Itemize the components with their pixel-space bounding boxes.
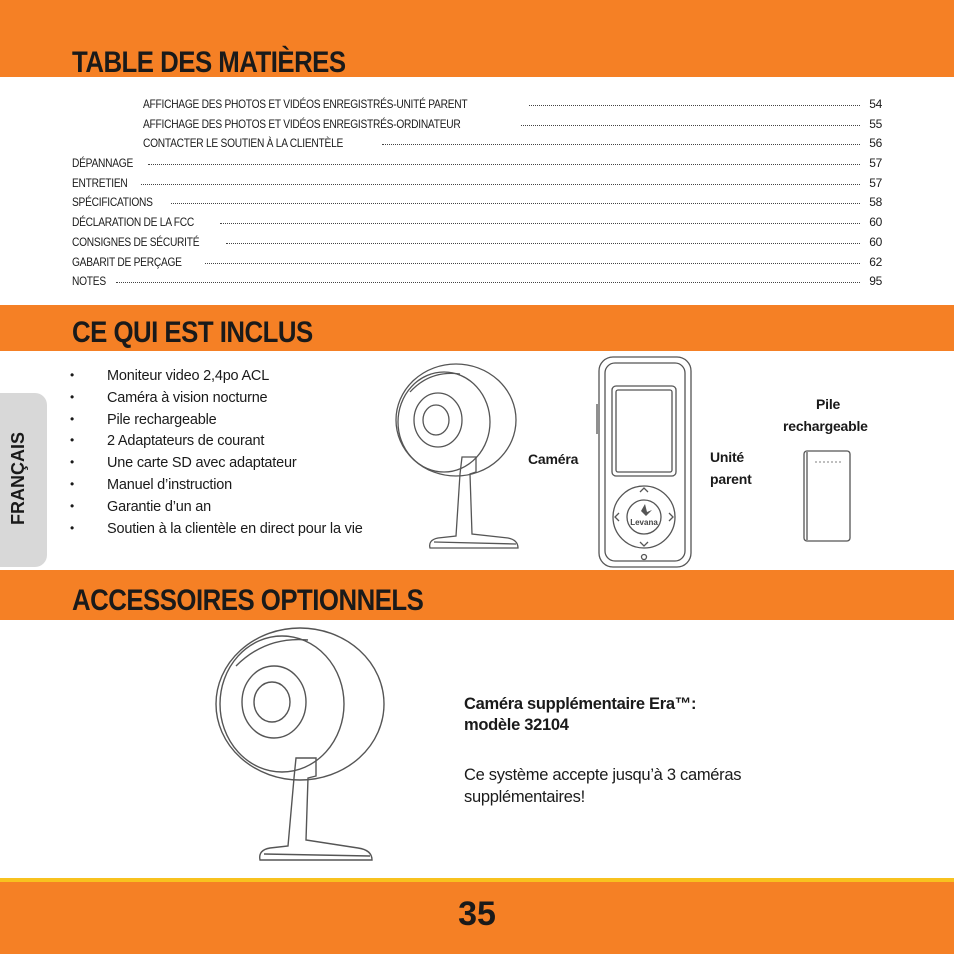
toc-entry-title: NOTES <box>72 274 106 289</box>
toc-entry-page: 60 <box>869 234 882 249</box>
toc-entry-page: 95 <box>869 274 882 289</box>
camera-illustration <box>390 362 530 557</box>
camera-label: Caméra <box>528 451 579 467</box>
list-item <box>70 433 363 455</box>
toc-entry-title: CONTACTER LE SOUTIEN À LA CLIENTÈLE <box>143 136 344 151</box>
list-item-text: Soutien à la clientèle en direct pour la vie <box>107 520 363 537</box>
accessories-section-title: ACCESSOIRES OPTIONNELS <box>72 584 424 617</box>
toc-entry-title: AFFICHAGE DES PHOTOS ET VIDÉOS ENREGISTRÉS-ORDINATEUR <box>143 116 461 131</box>
toc-entry-page: 54 <box>869 97 882 111</box>
extra-camera-illustration <box>208 626 394 870</box>
bullet-icon: • <box>70 455 75 470</box>
list-item <box>70 412 363 434</box>
toc-entry[interactable] <box>72 97 882 117</box>
accessory-desc-line2: supplémentaires! <box>464 788 585 806</box>
bullet-icon: • <box>70 368 75 382</box>
toc-entry-title: AFFICHAGE DES PHOTOS ET VIDÉOS ENREGISTRÉS-UNITÉ PARENT <box>143 97 468 111</box>
bullet-icon: • <box>70 433 75 448</box>
toc-entry[interactable] <box>72 195 882 215</box>
toc-section-title: TABLE DES MATIÈRES <box>72 46 346 79</box>
toc-leader-dots <box>141 183 860 185</box>
bullet-icon: • <box>70 411 75 426</box>
parent-unit-illustration <box>594 354 696 570</box>
bullet-icon: • <box>70 498 75 513</box>
page-number: 35 <box>458 895 496 933</box>
list-item-text: Caméra à vision nocturne <box>107 389 268 406</box>
toc-entry-page: 60 <box>869 215 882 230</box>
toc-leader-dots <box>226 242 860 244</box>
toc-entry-page: 56 <box>869 136 882 151</box>
accessory-description <box>464 764 784 808</box>
toc-leader-dots <box>171 202 860 204</box>
toc-entry-title: ENTRETIEN <box>72 175 128 190</box>
battery-illustration <box>801 448 853 544</box>
list-item <box>70 477 363 499</box>
battery-label-line1: Pile <box>816 396 841 412</box>
language-side-tab-label: FRANÇAIS <box>8 432 28 525</box>
toc-entry-page: 55 <box>869 116 882 131</box>
toc-entry-title: GABARIT DE PERÇAGE <box>72 254 182 269</box>
list-item <box>70 368 363 390</box>
toc-entry[interactable] <box>72 156 882 176</box>
toc-entry[interactable] <box>72 274 882 294</box>
toc-entry[interactable] <box>72 117 882 137</box>
accessory-title <box>464 694 696 736</box>
toc-entry[interactable] <box>72 255 882 275</box>
toc-leader-dots <box>148 163 860 165</box>
bullet-icon: • <box>70 389 75 404</box>
list-item-text: Moniteur video 2,4po ACL <box>107 368 270 384</box>
list-item-text: 2 Adaptateurs de courant <box>107 433 265 450</box>
toc-leader-dots <box>116 281 860 283</box>
toc-entry-title: CONSIGNES DE SÉCURITÉ <box>72 234 200 249</box>
list-item-text: Une carte SD avec adaptateur <box>107 455 297 472</box>
table-of-contents <box>72 97 882 294</box>
toc-entry-page: 57 <box>869 175 882 190</box>
battery-label-line2: rechargeable <box>783 418 868 434</box>
list-item <box>70 499 363 521</box>
toc-leader-dots <box>382 143 860 145</box>
toc-leader-dots <box>529 104 860 106</box>
toc-entry-title: SPÉCIFICATIONS <box>72 195 153 210</box>
accessory-title-line1: Caméra supplémentaire Era™: <box>464 695 697 713</box>
toc-leader-dots <box>521 124 861 126</box>
toc-entry-title: DÉPANNAGE <box>72 156 134 171</box>
brand-logo-text: Levana <box>630 518 658 527</box>
toc-entry-page: 62 <box>869 254 882 269</box>
bullet-icon: • <box>70 476 75 491</box>
included-section-title: CE QUI EST INCLUS <box>72 316 313 349</box>
toc-entry[interactable] <box>72 235 882 255</box>
included-items-list <box>70 368 363 542</box>
toc-entry-page: 57 <box>869 156 882 171</box>
list-item-text: Garantie d’un an <box>107 498 212 515</box>
parent-unit-label-line1: Unité <box>710 449 745 465</box>
list-item <box>70 390 363 412</box>
accessory-desc-line1: Ce système accepte jusqu’à 3 caméras <box>464 766 742 784</box>
list-item-text: Pile rechargeable <box>107 411 217 428</box>
toc-leader-dots <box>205 262 860 264</box>
bullet-icon: • <box>70 520 75 535</box>
parent-unit-label-line2: parent <box>710 471 752 487</box>
list-item <box>70 521 363 543</box>
list-item <box>70 455 363 477</box>
toc-entry-title: DÉCLARATION DE LA FCC <box>72 215 194 230</box>
list-item-text: Manuel d’instruction <box>107 476 232 493</box>
toc-entry-page: 58 <box>869 195 882 210</box>
toc-entry[interactable] <box>72 215 882 235</box>
toc-entry[interactable] <box>72 176 882 196</box>
toc-entry[interactable] <box>72 136 882 156</box>
accessory-title-line2: modèle 32104 <box>464 716 569 734</box>
toc-leader-dots <box>220 222 860 224</box>
